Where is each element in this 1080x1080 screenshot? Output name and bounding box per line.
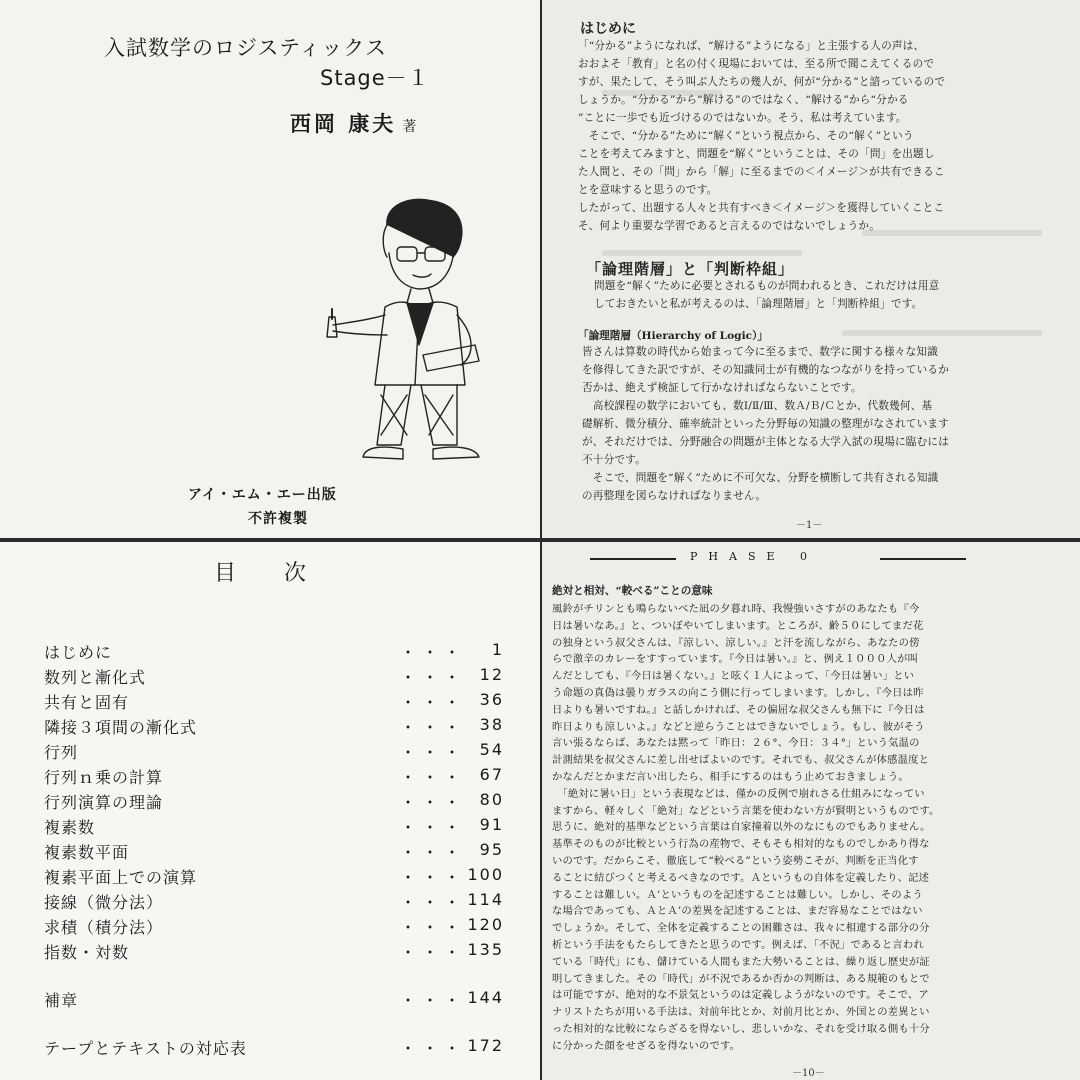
toc-entry-page: 120 [467, 915, 504, 934]
text-line: 問題を“解く”ために必要とされるものが問われるとき、これだけは用意 [594, 280, 940, 292]
toc-entry-page: 135 [467, 940, 504, 959]
text-line: の再整理を図らなければなりません。 [582, 490, 767, 502]
toc-entry [44, 765, 504, 787]
text-line: したがって、出題する人々と共有すべき＜イメージ＞を獲得していくことこ [578, 202, 945, 214]
toc-entry-label: 補章 [44, 991, 79, 1010]
text-line: 析という手法をもたらしてきたと思うのです。例えば、「不況」であると言われ [552, 939, 924, 951]
toc-entry [44, 940, 504, 962]
text-line: 否かは、絶えず検証して行かなければならないことです。 [582, 382, 862, 394]
toc-entry-label: 指数・対数 [44, 943, 130, 962]
toc-entry-page: 100 [467, 865, 504, 884]
text-line: しておきたいと私が考えるのは、「論理階層」と「判断枠組」です。 [594, 298, 923, 310]
text-line: 高校課程の数学においても、数Ⅰ/Ⅱ/Ⅲ、数Ａ/Ｂ/Ｃとか、代数幾何、基 [582, 400, 933, 412]
toc-entry-page: 54 [479, 740, 504, 759]
text-line: いのです。だからこそ、徹底して“較べる”という姿勢こそが、判断を正当化す [552, 855, 919, 867]
text-line: が、それだけでは、分野融合の問題が主体となる大学入試の現場に臨むには [582, 436, 949, 448]
toc-entry-page: 1 [491, 640, 504, 659]
toc-leader-dots: ・・・ [400, 668, 467, 687]
phase-section-title: 絶対と相対、“較べる”ことの意味 [552, 585, 713, 597]
text-line: ることに結びつくと考えるべきなのです。Ａというもの自体を定義したり、記述 [552, 871, 930, 884]
text-line: は可能ですが、絶対的な不景気というのは定義しようがないのです。そこで、ア [552, 989, 929, 1002]
toc-entry-label: 複素数平面 [44, 843, 130, 862]
page-number: －10－ [792, 1068, 825, 1079]
author-suffix: 著 [402, 119, 420, 135]
toc-entry-page: 144 [467, 988, 504, 1007]
toc-entry-page: 12 [479, 665, 504, 684]
toc-entry-label: はじめに [44, 643, 113, 662]
text-line: んだとしても、『今日は暑くない。』と呟く１人によって、「今日は暑い」とい [552, 670, 915, 683]
text-line: ことを考えてみますと、問題を“解く”ということは、その「問」を出題し [578, 148, 935, 160]
text-line: 基準そのものが比較という行為の産物で、そもそも相対的なものでしかあり得な [552, 838, 930, 851]
toc-leader-dots: ・・・ [400, 643, 467, 662]
author-caricature-illustration [315, 195, 515, 475]
toc-entry [44, 988, 504, 1010]
text-line: 明してきました。その「時代」が不況であるか否かの判断は、ある規範のもとで [552, 972, 930, 985]
text-line: 皆さんは算数の時代から始まって今に至るまで、数学に関する様々な知識 [582, 346, 938, 358]
toc-entry-page: 172 [467, 1036, 504, 1055]
text-line: 昨日よりも涼しいよ。』などと逆らうことはできないでしょう。もし、彼がそう [552, 720, 925, 733]
text-line: った相対的な比較にならざるを得ないし、悲しいかな、それを受け取る側も十分 [552, 1023, 930, 1035]
toc-entry [44, 690, 504, 712]
toc-leader-dots: ・・・ [400, 868, 467, 887]
bleed-through [842, 330, 1042, 336]
subsection-heading: 「論理階層（Hierarchy of Logic）」 [578, 330, 768, 342]
publisher: アイ・エム・エー出版 [188, 487, 337, 503]
text-line: 「“分かる”ようになれば、“解ける”ようになる」と主張する人の声は、 [578, 40, 925, 52]
toc-entry [44, 715, 504, 737]
text-line: そこで、“分かる”ために“解く”という視点から、その“解く”という [578, 130, 914, 142]
header-rule-left [590, 558, 676, 560]
toc-leader-dots: ・・・ [400, 818, 467, 837]
book-stage: Stage－１ [320, 66, 430, 90]
bleed-through [862, 230, 1042, 236]
toc-leader-dots: ・・・ [400, 991, 467, 1010]
text-line: 日は暑いなあ。』と、ついぼやいてしまいます。ところが、齢５０にしてまだ花 [552, 619, 924, 632]
toc-leader-dots: ・・・ [400, 843, 467, 862]
toc-entry-label: 行列 [44, 743, 79, 762]
text-line: な場合であっても、ＡとＡ’の差異を記述することは、まだ容易なことではない [552, 905, 923, 918]
toc-entry-label: 行列ｎ乗の計算 [44, 768, 164, 787]
text-line: 不十分です。 [582, 454, 646, 466]
toc-entry-label: 複素平面上での演算 [44, 868, 198, 887]
phase-header: PHASE 0 [690, 550, 818, 563]
toc-entry [44, 915, 504, 937]
toc-entry [44, 640, 504, 662]
toc-leader-dots: ・・・ [400, 693, 467, 712]
text-line: の独身という叔父さんは、『涼しい、涼しい。』と汗を流しながら、あなたの傍 [552, 636, 920, 649]
text-line: とを意味すると思うのです。 [578, 184, 718, 196]
text-line: そ、何より重要な学習であると言えるのではないでしょうか。 [578, 220, 881, 232]
text-line: う命題の真偽は曇りガラスの向こう側に行ってしまいます。しかし、『今日は昨 [552, 687, 924, 699]
toc-entry-label: 接線（微分法） [44, 893, 164, 912]
text-line: ますから、軽々しく「絶対」などという言葉を使わない方が賢明というものです。 [552, 804, 940, 817]
page-number: －1－ [796, 520, 823, 531]
toc-entry-page: 91 [479, 815, 504, 834]
toc-entry-page: 67 [479, 765, 504, 784]
toc-page [0, 542, 540, 1080]
toc-leader-dots: ・・・ [400, 943, 467, 962]
toc-entry-page: 95 [479, 840, 504, 859]
text-line: ナリストたちが用いる手法は、対前年比とか、対前月比とか、外国との差異とい [552, 1006, 930, 1019]
toc-leader-dots: ・・・ [400, 743, 467, 762]
text-line: 日よりも暑いですね。』と話しかければ、その偏屈な叔父さんも無下に『今日は [552, 703, 925, 716]
toc-entry-label: 数列と漸化式 [44, 668, 147, 687]
toc-entry-label: 求積（積分法） [44, 918, 164, 937]
text-line: 風鈴がチリンとも鳴らないべた凪の夕暮れ時、我慢強いさすがのあなたも『今 [552, 603, 920, 615]
toc-entry-label: 隣接３項間の漸化式 [44, 718, 198, 737]
toc-entry [44, 865, 504, 887]
text-line: 計測結果を叔父さんに差し出せばよいのです。それでも、叔父さんが体感温度と [552, 754, 930, 767]
intro-heading: はじめに [580, 21, 636, 37]
text-line: らで激辛のカレーをすすっています。『今日は暑い。』と、例え１０００人が叫 [552, 653, 919, 666]
toc-heading: 目次 [214, 561, 355, 586]
text-line: た人間と、その「問」から「解」に至るまでの＜イメージ＞が共有できるこ [578, 166, 945, 178]
text-line: すが、果たして、そう叫ぶ人たちの幾人が、何が“分かる”と諳っているので [578, 76, 946, 88]
toc-entry [44, 665, 504, 687]
author-name: 西岡 康夫 [290, 112, 397, 136]
text-line: 礎解析、微分積分、確率統計といった分野毎の知識の整理がなされています [582, 418, 949, 430]
toc-entry-label: テープとテキストの対応表 [44, 1039, 247, 1058]
section-heading: 「論理階層」と「判断枠組」 [586, 260, 795, 278]
toc-leader-dots: ・・・ [400, 718, 467, 737]
toc-entry-page: 80 [479, 790, 504, 809]
toc-entry-page: 114 [467, 890, 504, 909]
toc-leader-dots: ・・・ [400, 793, 467, 812]
toc-leader-dots: ・・・ [400, 893, 467, 912]
text-line: 思うに、絶対的基準などという言葉は自家撞着以外のなにものでもありません。 [552, 821, 931, 834]
book-title: 入試数学のロジスティックス [104, 36, 388, 60]
text-line: しょうか。“分かる”から“解ける”のではなく、“解ける”から“分かる [578, 94, 909, 106]
toc-leader-dots: ・・・ [400, 1039, 467, 1058]
toc-entry-page: 38 [479, 715, 504, 734]
bleed-through [602, 250, 802, 256]
toc-leader-dots: ・・・ [400, 918, 467, 937]
text-line: を修得してきた訳ですが、その知識同士が有機的なつながりを持っているか [582, 364, 949, 376]
text-line: そこで、問題を“解く”ために不可欠な、分野を横断して共有される知識 [582, 472, 939, 484]
toc-entry-label: 複素数 [44, 818, 96, 837]
text-line: することは難しい。Ａ’というものを記述することは難しい。しかし、そのよう [552, 888, 923, 901]
toc-entry [44, 1036, 504, 1058]
header-rule-right [880, 558, 966, 560]
text-line: ている「時代」にも、儲けている人間もまた大勢いることは、繰り返し歴史が証 [552, 955, 930, 968]
toc-entry-page: 36 [479, 690, 504, 709]
text-line: に分かった顔をせざるを得ないのです。 [552, 1039, 741, 1052]
book-author [290, 108, 419, 138]
text-line: 「絶対に暑い日」という表現などは、僅かの反例で崩れさる仕組みになってい [552, 787, 925, 800]
text-line: ”ことに一歩でも近づけるのではないか。そう、私は考えています。 [578, 112, 907, 124]
toc-entry [44, 790, 504, 812]
toc-entry [44, 890, 504, 912]
text-line: かなんだとかまだ言い出したら、相手にするのはもう止めておきましょう。 [552, 771, 909, 783]
toc-entry [44, 740, 504, 762]
toc-entry-label: 行列演算の理論 [44, 793, 164, 812]
toc-entry [44, 840, 504, 862]
copyright-notice: 不許複製 [248, 511, 308, 527]
text-line: でしょうか。そして、全体を定義することの困難さは、我々に相違する部分の分 [552, 922, 930, 935]
toc-entry [44, 815, 504, 837]
toc-leader-dots: ・・・ [400, 768, 467, 787]
text-line: 言い張るならば、あなたは黙って「昨日：２６°、今日：３４°」という気温の [552, 737, 920, 750]
text-line: おおよそ「教育」と名の付く現場においては、至る所で聞こえてくるので [578, 58, 935, 70]
toc-entry-label: 共有と固有 [44, 693, 130, 712]
